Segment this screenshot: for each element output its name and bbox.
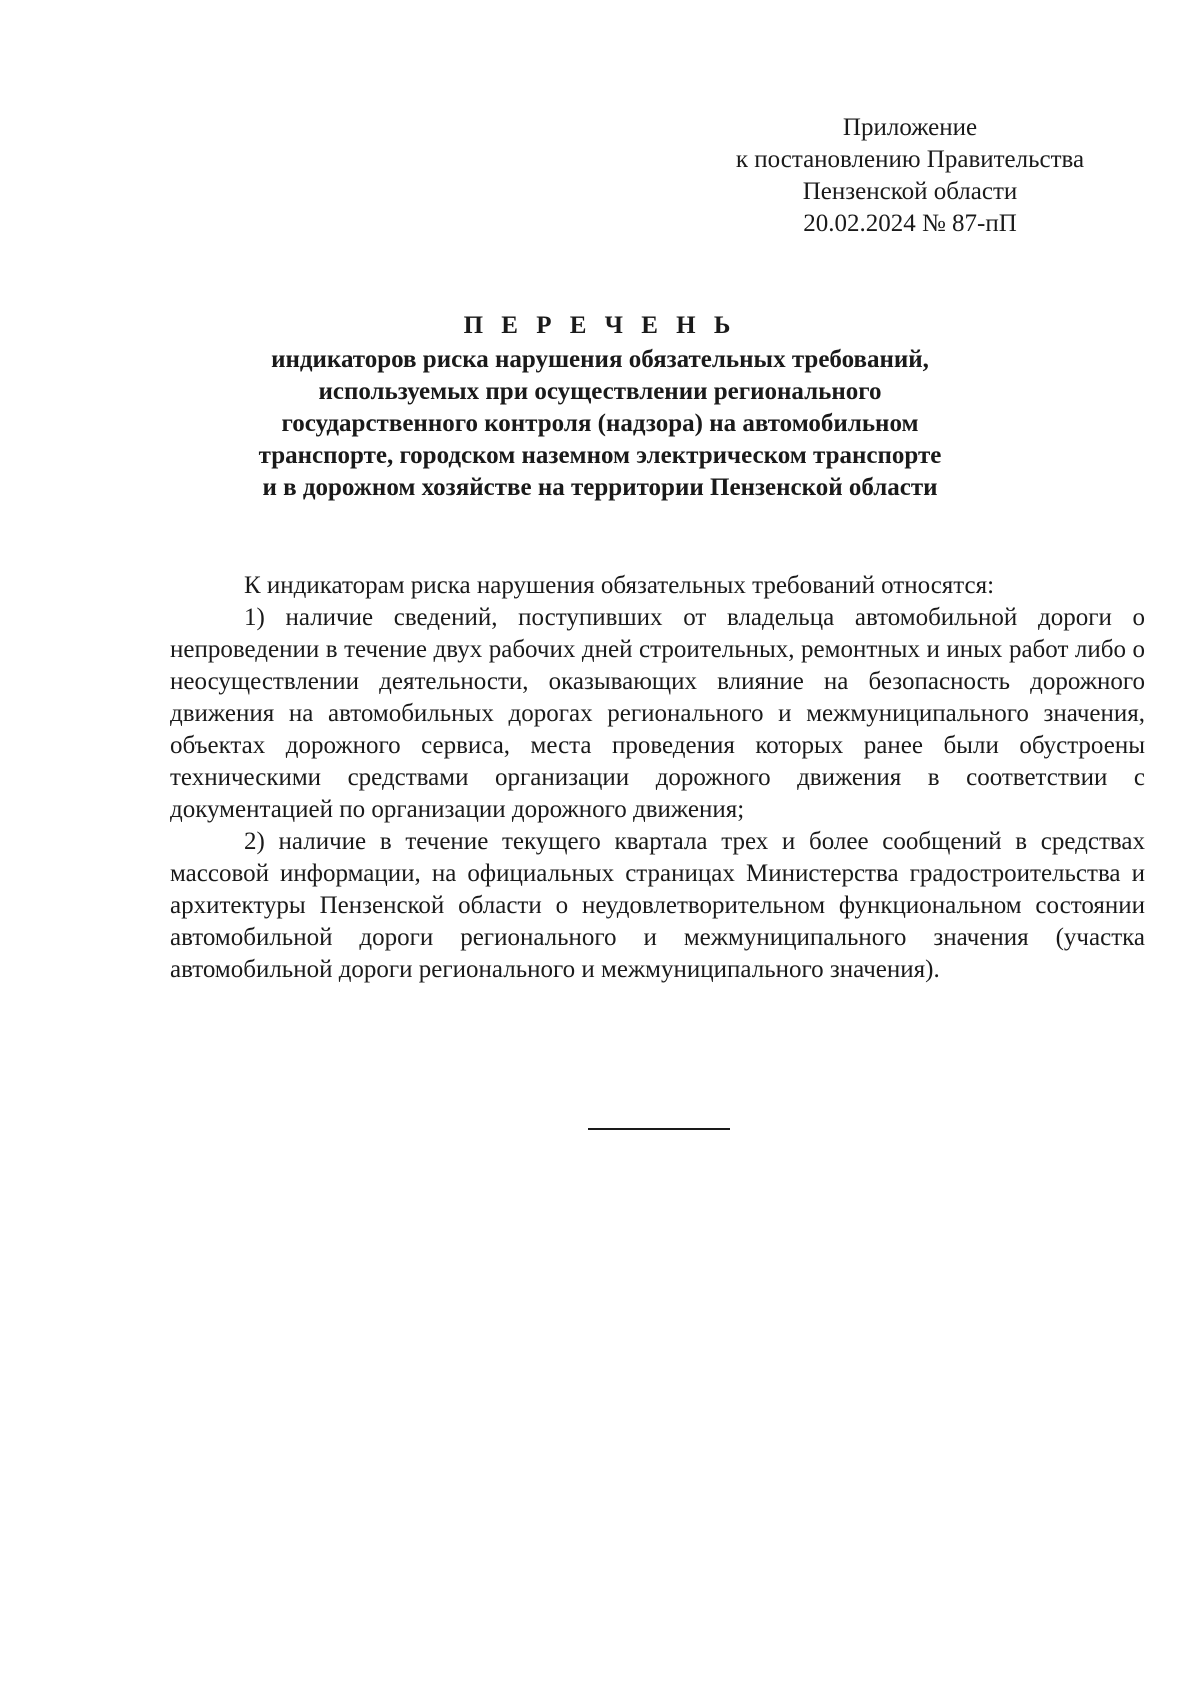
appendix-decree-ref: к постановлению Правительства	[735, 146, 1085, 173]
title-line-5: и в дорожном хозяйстве на территории Пензенской области	[262, 474, 938, 501]
list-item-2: 2) наличие в течение текущего квартала трех и более сообщений в средствах массовой информации, на официальных страницах Министерства градостроительства и архитектуры Пензенской области о неудовлетворительном функциональном состоянии автомобильной дороги регионального и межмуниципального значения (участка автомобильной дороги регионального и межмуниципального значения).	[170, 828, 1145, 983]
list-item-1: 1) наличие сведений, поступивших от владельца автомобильной дороги о непроведении в течение двух рабочих дней строительных, ремонтных и иных работ либо о неосуществлении деятельности, оказывающих влияние на безопасность дорожного движения на автомобильных дорогах регионального и межмуниципального значения, объектах дорожного сервиса, места проведения которых ранее были обустроены техническими средствами организации дорожного движения в соответствии с документацией по организации дорожного движения;	[170, 604, 1145, 823]
title-line-2: используемых при осуществлении регионального	[318, 378, 882, 405]
document-body	[170, 570, 1145, 986]
title-heading: П Е Р Е Ч Е Н Ь	[463, 312, 737, 339]
title-line-3: государственного контроля (надзора) на автомобильном	[281, 410, 919, 437]
appendix-header	[720, 112, 1100, 240]
title-line-4: транспорте, городском наземном электрическом транспорте	[258, 442, 942, 469]
title-line-1: индикаторов риска нарушения обязательных требований,	[271, 346, 929, 373]
appendix-region: Пензенской области	[802, 178, 1018, 205]
document-title	[160, 310, 1040, 504]
end-divider-line	[588, 1128, 730, 1130]
appendix-date-number: 20.02.2024 № 87-пП	[803, 210, 1017, 237]
intro-paragraph: К индикаторам риска нарушения обязательных требований относятся:	[244, 572, 995, 599]
appendix-label: Приложение	[842, 114, 978, 141]
